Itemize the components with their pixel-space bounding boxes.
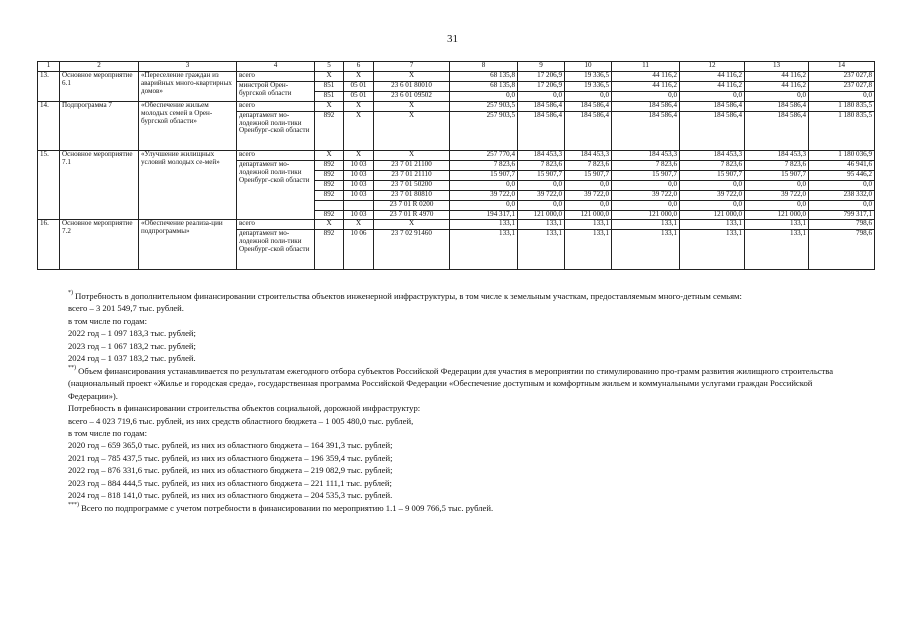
- footnote-marker: **): [68, 364, 76, 371]
- footnote-text: Потребность в дополнительном финансировании строительства объектов инженерной инфраструктуры, в том числе к земельным участкам, предоставляемым много-детным семьям:: [73, 291, 742, 301]
- grbs-code: Х: [315, 151, 344, 161]
- target-article-code: 23 7 01 R 4970: [374, 210, 450, 220]
- responsible-executor: минстрой Орен-бургской области: [237, 81, 315, 101]
- target-article-code: 23 7 01 50200: [374, 180, 450, 190]
- column-number: 7: [374, 62, 450, 72]
- target-article-code: Х: [374, 151, 450, 161]
- amount-cell: 184 586,4: [745, 101, 809, 111]
- target-article-code: 23 7 02 91460: [374, 230, 450, 270]
- column-number: 6: [344, 62, 374, 72]
- section-code: 10 06: [344, 230, 374, 270]
- program-type: Основное мероприятие 7.1: [60, 151, 139, 220]
- grbs-code: 851: [315, 91, 344, 101]
- amount-cell: 17 206,9: [518, 72, 565, 82]
- amount-cell: 44 116,2: [680, 72, 745, 82]
- amount-cell: 0,0: [745, 180, 809, 190]
- footnote-text: всего – 4 023 719,6 тыс. рублей, из них средств областного бюджета – 1 005 480,0 тыс. рублей,: [68, 415, 414, 426]
- amount-cell: 133,1: [745, 220, 809, 230]
- amount-cell: 184 586,4: [612, 111, 680, 151]
- amount-cell: 133,1: [612, 220, 680, 230]
- footnote-line: [58, 352, 864, 364]
- amount-cell: 46 941,6: [809, 161, 875, 171]
- amount-cell: 15 907,7: [680, 170, 745, 180]
- amount-cell: 184 453,3: [745, 151, 809, 161]
- target-article-code: Х: [374, 101, 450, 111]
- amount-cell: 15 907,7: [612, 170, 680, 180]
- amount-cell: 184 453,3: [518, 151, 565, 161]
- row-number: 15.: [38, 151, 60, 220]
- footnote-line: [58, 327, 864, 339]
- amount-cell: 133,1: [612, 230, 680, 270]
- amount-cell: 0,0: [680, 91, 745, 101]
- amount-cell: 133,1: [518, 230, 565, 270]
- amount-cell: 121 000,0: [518, 210, 565, 220]
- amount-cell: 0,0: [809, 180, 875, 190]
- amount-cell: 7 823,6: [745, 161, 809, 171]
- amount-cell: 15 907,7: [450, 170, 518, 180]
- column-number: 1: [38, 62, 60, 72]
- amount-cell: 0,0: [450, 180, 518, 190]
- target-article-code: Х: [374, 72, 450, 82]
- footnote-line: [58, 477, 864, 489]
- amount-cell: 237 027,8: [809, 81, 875, 91]
- amount-cell: 39 722,0: [680, 190, 745, 200]
- amount-cell: 121 000,0: [680, 210, 745, 220]
- amount-cell: 121 000,0: [745, 210, 809, 220]
- amount-cell: 0,0: [612, 200, 680, 210]
- program-name: «Обеспечение реализа-ции подпрограммы»: [139, 220, 237, 269]
- section-code: Х: [344, 151, 374, 161]
- amount-cell: 0,0: [565, 91, 612, 101]
- grbs-code: 892: [315, 161, 344, 171]
- amount-cell: 257 903,5: [450, 101, 518, 111]
- program-name: «Переселение граждан из аварийных много-квартирных домов»: [139, 72, 237, 102]
- amount-cell: 184 453,3: [565, 151, 612, 161]
- amount-cell: 0,0: [745, 91, 809, 101]
- amount-cell: 133,1: [565, 230, 612, 270]
- section-code: 10 03: [344, 170, 374, 180]
- target-article-code: 23 7 01 80810: [374, 190, 450, 200]
- amount-cell: 0,0: [518, 200, 565, 210]
- amount-cell: 0,0: [612, 180, 680, 190]
- program-name: «Обеспечение жильем молодых семей в Орен-бургской области»: [139, 101, 237, 150]
- amount-cell: 39 722,0: [565, 190, 612, 200]
- footnote-line: [58, 502, 864, 514]
- amount-cell: 237 027,8: [809, 72, 875, 82]
- column-number: 12: [680, 62, 745, 72]
- footnote-line: [58, 452, 864, 464]
- amount-cell: 68 135,8: [450, 72, 518, 82]
- amount-cell: 44 116,2: [745, 81, 809, 91]
- grbs-code: 892: [315, 180, 344, 190]
- amount-cell: 0,0: [680, 200, 745, 210]
- grbs-code: Х: [315, 72, 344, 82]
- column-number: 10: [565, 62, 612, 72]
- amount-cell: 0,0: [612, 91, 680, 101]
- column-number: 9: [518, 62, 565, 72]
- table-row: [38, 220, 875, 230]
- target-article-code: 23 7 01 R 0200: [374, 200, 450, 210]
- responsible-executor: всего: [237, 220, 315, 230]
- grbs-code: Х: [315, 101, 344, 111]
- program-name: «Улучшение жилищных условий молодых се-мей»: [139, 151, 237, 220]
- footnote-line: [58, 464, 864, 476]
- footnote-text: 2021 год – 785 437,5 тыс. рублей, из них из областного бюджета – 196 359,4 тыс. рублей;: [68, 452, 393, 463]
- section-code: Х: [344, 72, 374, 82]
- column-number: 13: [745, 62, 809, 72]
- responsible-executor: всего: [237, 151, 315, 161]
- amount-cell: 184 586,4: [518, 101, 565, 111]
- footnote-text: Объем финансирования устанавливается по результатам ежегодного отбора субъектов Российской Федерации для участия в мероприятии по стимулированию про-грамм развития жилищного строительства (национальный проект «Жилье и городская среда», государственная программа Российской Федерации «Обеспечение доступным и комфортным жильем и коммунальными услугами граждан Российской Федерации»).: [68, 365, 834, 401]
- section-code: Х: [344, 101, 374, 111]
- amount-cell: 44 116,2: [745, 72, 809, 82]
- amount-cell: 184 453,3: [680, 151, 745, 161]
- grbs-code: 892: [315, 170, 344, 180]
- target-article-code: 23 6 01 80010: [374, 81, 450, 91]
- amount-cell: 194 317,1: [450, 210, 518, 220]
- responsible-executor: департамент мо-лодежной поли-тики Оренбург-ской области: [237, 111, 315, 151]
- grbs-code: [315, 200, 344, 210]
- column-number-row: [38, 62, 875, 72]
- amount-cell: 19 336,5: [565, 72, 612, 82]
- financing-table: [37, 61, 875, 270]
- amount-cell: 15 907,7: [518, 170, 565, 180]
- page-number: 31: [447, 33, 458, 45]
- amount-cell: 133,1: [745, 230, 809, 270]
- amount-cell: 39 722,0: [518, 190, 565, 200]
- footnote-text: 2024 год – 818 141,0 тыс. рублей, из них из областного бюджета – 204 535,3 тыс. рублей.: [68, 490, 393, 501]
- footnote-text: 2023 год – 884 444,5 тыс. рублей, из них из областного бюджета – 221 111,1 тыс. рублей;: [68, 477, 392, 488]
- responsible-executor: департамент мо-лодежной поли-тики Оренбург-ской области: [237, 230, 315, 270]
- program-type: Основное мероприятие 7.2: [60, 220, 139, 269]
- amount-cell: 1 180 835,5: [809, 111, 875, 151]
- amount-cell: 121 000,0: [612, 210, 680, 220]
- amount-cell: 95 446,2: [809, 170, 875, 180]
- section-code: 10 03: [344, 210, 374, 220]
- target-article-code: Х: [374, 220, 450, 230]
- amount-cell: 7 823,6: [450, 161, 518, 171]
- footnote-text: в том числе по годам:: [68, 427, 147, 438]
- amount-cell: 798,6: [809, 220, 875, 230]
- amount-cell: 15 907,7: [745, 170, 809, 180]
- section-code: 10 03: [344, 190, 374, 200]
- amount-cell: 184 586,4: [518, 111, 565, 151]
- amount-cell: 0,0: [565, 180, 612, 190]
- footnote-text: в том числе по годам:: [68, 315, 147, 326]
- amount-cell: 184 586,4: [745, 111, 809, 151]
- amount-cell: 19 336,5: [565, 81, 612, 91]
- footnote-line: [58, 315, 864, 327]
- target-article-code: 23 6 01 09502: [374, 91, 450, 101]
- amount-cell: 0,0: [809, 200, 875, 210]
- footnote-text: 2024 год – 1 037 183,2 тыс. рублей.: [68, 353, 196, 364]
- amount-cell: 184 586,4: [680, 111, 745, 151]
- section-code: 10 03: [344, 180, 374, 190]
- amount-cell: 0,0: [450, 200, 518, 210]
- amount-cell: 7 823,6: [680, 161, 745, 171]
- amount-cell: 184 586,4: [612, 101, 680, 111]
- amount-cell: 133,1: [565, 220, 612, 230]
- section-code: 10 03: [344, 161, 374, 171]
- amount-cell: 17 206,9: [518, 81, 565, 91]
- target-article-code: 23 7 01 21110: [374, 170, 450, 180]
- amount-cell: 798,6: [809, 230, 875, 270]
- footnote-text: 2023 год – 1 067 183,2 тыс. рублей;: [68, 340, 196, 351]
- grbs-code: 892: [315, 190, 344, 200]
- footnote-line: [58, 415, 864, 427]
- column-number: 2: [60, 62, 139, 72]
- amount-cell: 184 586,4: [565, 111, 612, 151]
- amount-cell: 0,0: [680, 180, 745, 190]
- table-row: [38, 151, 875, 161]
- table-row: [38, 72, 875, 82]
- footnote-line: [58, 427, 864, 439]
- amount-cell: 1 180 036,9: [809, 151, 875, 161]
- responsible-executor: всего: [237, 101, 315, 111]
- amount-cell: 68 135,8: [450, 81, 518, 91]
- row-number: 13.: [38, 72, 60, 102]
- grbs-code: 851: [315, 81, 344, 91]
- amount-cell: 7 823,6: [612, 161, 680, 171]
- responsible-executor: всего: [237, 72, 315, 82]
- amount-cell: 0,0: [809, 91, 875, 101]
- grbs-code: 892: [315, 230, 344, 270]
- footnote-line: [58, 340, 864, 352]
- column-number: 4: [237, 62, 315, 72]
- amount-cell: 39 722,0: [612, 190, 680, 200]
- responsible-executor: департамент мо-лодежной поли-тики Оренбург-ской области: [237, 161, 315, 220]
- target-article-code: 23 7 01 21100: [374, 161, 450, 171]
- amount-cell: 44 116,2: [612, 81, 680, 91]
- grbs-code: Х: [315, 220, 344, 230]
- column-number: 11: [612, 62, 680, 72]
- amount-cell: 121 000,0: [565, 210, 612, 220]
- footnotes: [58, 290, 864, 514]
- amount-cell: 0,0: [565, 200, 612, 210]
- grbs-code: 892: [315, 111, 344, 151]
- amount-cell: 39 722,0: [745, 190, 809, 200]
- footnote-text: всего – 3 201 549,7 тыс. рублей.: [68, 303, 184, 314]
- amount-cell: 257 770,4: [450, 151, 518, 161]
- amount-cell: 133,1: [680, 230, 745, 270]
- footnote-line: [58, 302, 864, 314]
- row-number: 16.: [38, 220, 60, 269]
- footnote-marker: *): [68, 290, 73, 296]
- amount-cell: 0,0: [745, 200, 809, 210]
- target-article-code: Х: [374, 111, 450, 151]
- footnote-text: 2022 год – 876 331,6 тыс. рублей, из них из областного бюджета – 219 082,9 тыс. рублей;: [68, 465, 393, 476]
- amount-cell: 7 823,6: [565, 161, 612, 171]
- footnote-text: Потребность в финансировании строительства объектов социальной, дорожной инфраструктур:: [68, 403, 421, 414]
- amount-cell: 44 116,2: [680, 81, 745, 91]
- amount-cell: 7 823,6: [518, 161, 565, 171]
- column-number: 3: [139, 62, 237, 72]
- amount-cell: 0,0: [518, 91, 565, 101]
- column-number: 8: [450, 62, 518, 72]
- section-code: [344, 200, 374, 210]
- amount-cell: 133,1: [450, 220, 518, 230]
- row-number: 14.: [38, 101, 60, 150]
- column-number: 5: [315, 62, 344, 72]
- amount-cell: 0,0: [518, 180, 565, 190]
- footnote-text: Всего по подпрограмме с учетом потребности в финансировании по мероприятию 1.1 – 9 009 766,5 тыс. рублей.: [79, 502, 494, 513]
- section-code: Х: [344, 220, 374, 230]
- amount-cell: 184 453,3: [612, 151, 680, 161]
- table-row: [38, 101, 875, 111]
- amount-cell: 238 332,0: [809, 190, 875, 200]
- amount-cell: 184 586,4: [565, 101, 612, 111]
- section-code: Х: [344, 111, 374, 151]
- amount-cell: 0,0: [450, 91, 518, 101]
- program-type: Подпрограмма 7: [60, 101, 139, 150]
- amount-cell: 133,1: [450, 230, 518, 270]
- amount-cell: 1 180 835,5: [809, 101, 875, 111]
- footnote-line: [58, 489, 864, 501]
- footnote-line: [58, 365, 864, 402]
- amount-cell: 133,1: [518, 220, 565, 230]
- footnote-text: 2020 год – 659 365,0 тыс. рублей, из них из областного бюджета – 164 391,3 тыс. рублей;: [68, 440, 393, 451]
- footnote-text: 2022 год – 1 097 183,3 тыс. рублей;: [68, 328, 196, 339]
- footnote-marker: ***): [68, 501, 79, 508]
- grbs-code: 892: [315, 210, 344, 220]
- footnote-line: [58, 402, 864, 414]
- amount-cell: 44 116,2: [612, 72, 680, 82]
- footnote-line: [58, 439, 864, 451]
- section-code: 05 01: [344, 81, 374, 91]
- amount-cell: 184 586,4: [680, 101, 745, 111]
- amount-cell: 39 722,0: [450, 190, 518, 200]
- amount-cell: 257 903,5: [450, 111, 518, 151]
- amount-cell: 15 907,7: [565, 170, 612, 180]
- column-number: 14: [809, 62, 875, 72]
- amount-cell: 799 317,1: [809, 210, 875, 220]
- program-type: Основное мероприятие 6.1: [60, 72, 139, 102]
- section-code: 05 01: [344, 91, 374, 101]
- footnote-line: [58, 290, 864, 302]
- amount-cell: 133,1: [680, 220, 745, 230]
